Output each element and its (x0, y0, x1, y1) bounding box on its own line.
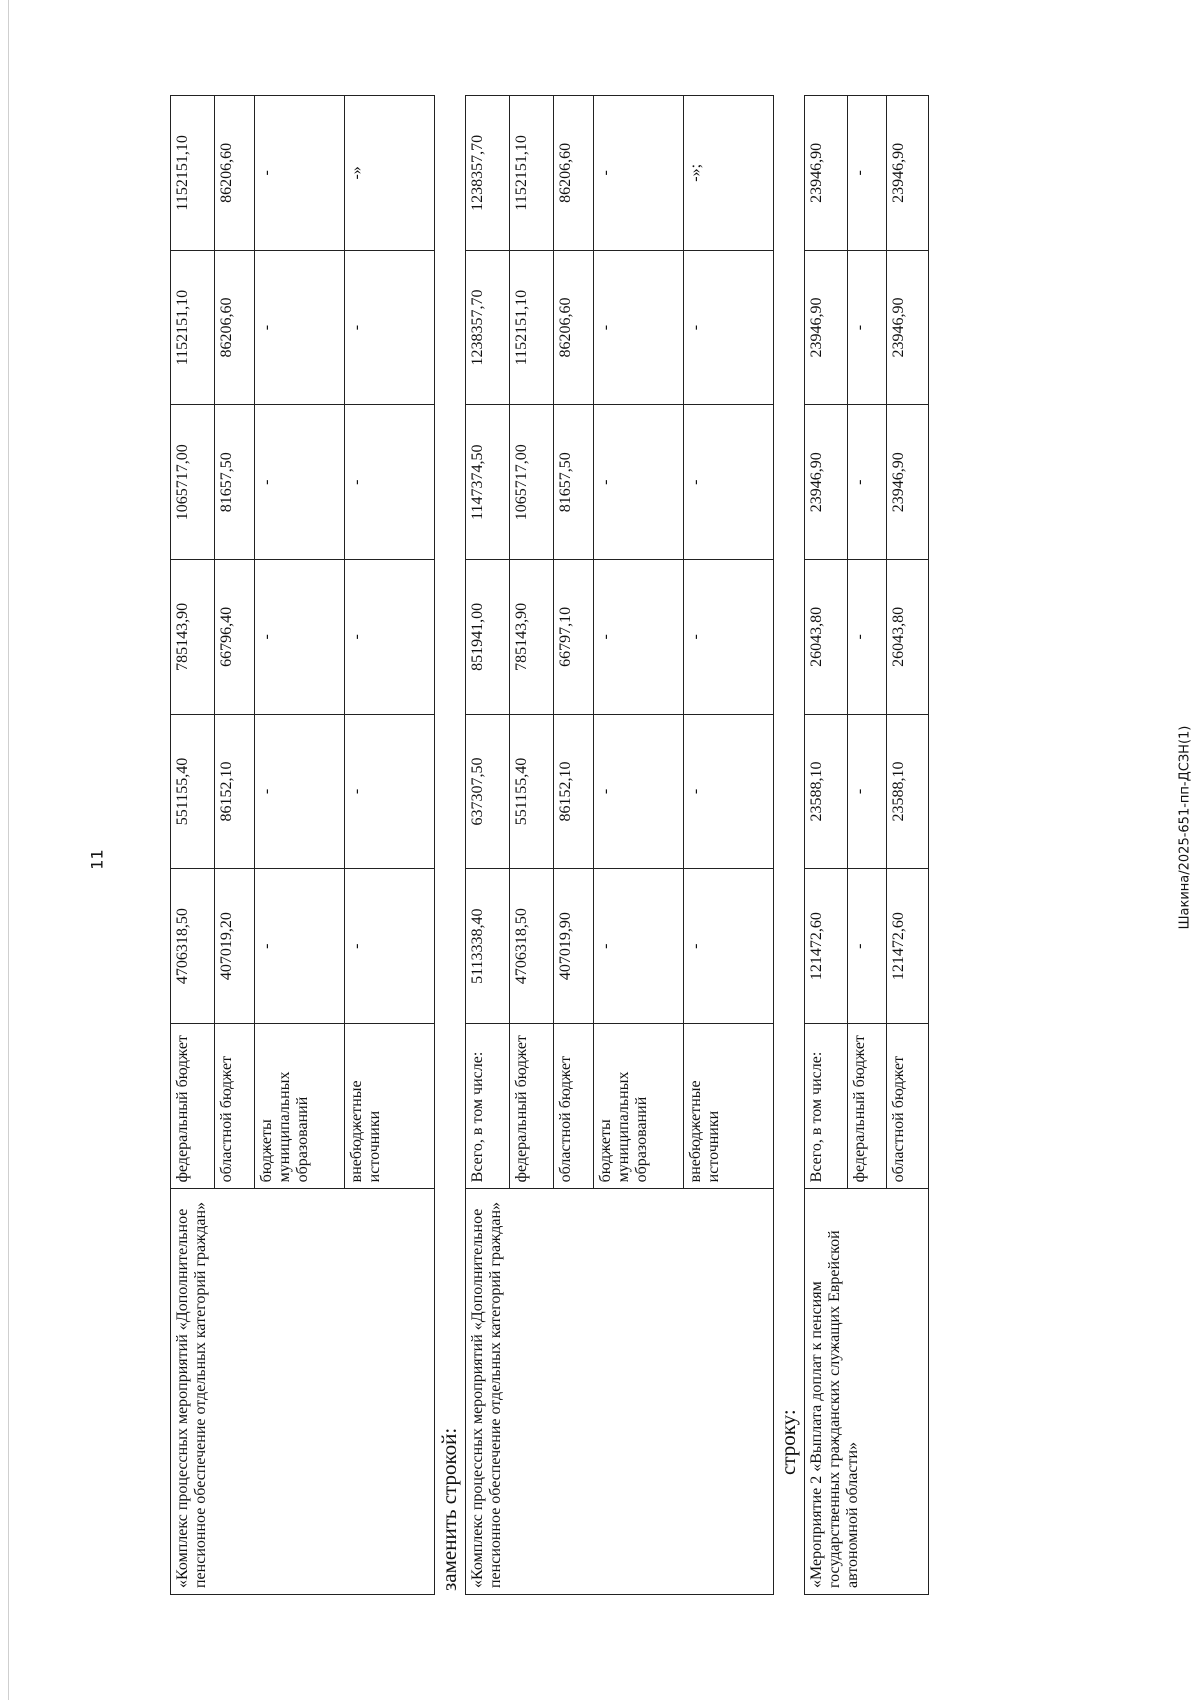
amount-cell-y4: 23946,90 (805, 250, 848, 405)
amount-cell-y1: 551155,40 (171, 714, 215, 869)
amount-cell-y2: - (594, 560, 684, 715)
funding-source-cell: бюджеты муниципальных образований (594, 1023, 684, 1188)
amount-cell-y1: 551155,40 (510, 714, 554, 869)
amount-cell-y2: - (848, 560, 887, 715)
budget-table-measure-2 (804, 95, 929, 1595)
funding-source-cell: Всего, в том числе: (805, 1023, 848, 1188)
amount-cell-y5: 23946,90 (887, 96, 929, 251)
funding-source-cell: федеральный бюджет (171, 1023, 215, 1188)
document-code: Шакина/2025-651-пп-ДСЗН(1) (1177, 725, 1193, 930)
amount-cell-total: 4706318,50 (510, 869, 554, 1024)
amount-cell-y4: 1152151,10 (171, 250, 215, 405)
amount-cell-total: 5113338,40 (466, 869, 510, 1024)
amount-cell-y5: - (594, 96, 684, 251)
amount-cell-y5: 1152151,10 (171, 96, 215, 251)
amount-cell-y3: 1147374,50 (466, 405, 510, 560)
amount-cell-y4: 1238357,70 (466, 250, 510, 405)
amount-cell-total: - (684, 869, 774, 1024)
amount-cell-y2: - (684, 560, 774, 715)
amount-cell-y2: - (255, 560, 345, 715)
row-label: строку: (776, 1409, 800, 1475)
amount-cell-y5: - (848, 96, 887, 251)
amount-cell-y5: - (255, 96, 345, 251)
funding-source-cell: внебюджетные источники (684, 1023, 774, 1188)
amount-cell-y1: 86152,10 (215, 714, 255, 869)
item-name-cell: «Мероприятие 2 «Выплата доплат к пенсиям государственных гражданских служащих Еврейской автономной области» (805, 1189, 929, 1595)
item-name-cell: «Комплекс процессных мероприятий «Дополнительное пенсионное обеспечение отдельных категорий граждан» (171, 1189, 435, 1595)
replace-with-label: заменить строкой: (437, 1427, 461, 1591)
amount-cell-total: 4706318,50 (171, 869, 215, 1024)
amount-cell-total: - (345, 869, 435, 1024)
amount-cell-y3: - (684, 405, 774, 560)
amount-cell-y3: 81657,50 (215, 405, 255, 560)
scan-edge-line (8, 0, 9, 1700)
amount-cell-y2: 851941,00 (466, 560, 510, 715)
funding-source-cell: Всего, в том числе: (466, 1023, 510, 1188)
amount-cell-y5: 86206,60 (215, 96, 255, 251)
funding-source-cell: федеральный бюджет (848, 1023, 887, 1188)
funding-source-cell: федеральный бюджет (510, 1023, 554, 1188)
table-row (805, 96, 848, 1595)
funding-source-cell: внебюджетные источники (345, 1023, 435, 1188)
table-row (466, 96, 510, 1595)
amount-cell-y4: 1152151,10 (510, 250, 554, 405)
amount-cell-total: 407019,90 (554, 869, 594, 1024)
amount-cell-y4: - (345, 250, 435, 405)
amount-cell-y2: 785143,90 (510, 560, 554, 715)
page-number: 11 (87, 849, 107, 870)
amount-cell-total: - (848, 869, 887, 1024)
amount-cell-y5: 86206,60 (554, 96, 594, 251)
amount-cell-y4: - (255, 250, 345, 405)
amount-cell-y3: - (345, 405, 435, 560)
budget-table-replacement (465, 95, 774, 1595)
amount-cell-y4: 86206,60 (554, 250, 594, 405)
amount-cell-y1: - (684, 714, 774, 869)
amount-cell-y4: - (684, 250, 774, 405)
amount-cell-y4: - (594, 250, 684, 405)
amount-cell-y2: 66796,40 (215, 560, 255, 715)
amount-cell-y1: 23588,10 (805, 714, 848, 869)
amount-cell-y5: -» (345, 96, 435, 251)
funding-source-cell: областной бюджет (554, 1023, 594, 1188)
amount-cell-y3: 23946,90 (805, 405, 848, 560)
amount-cell-y3: - (255, 405, 345, 560)
amount-cell-y1: 86152,10 (554, 714, 594, 869)
amount-cell-y2: 26043,80 (805, 560, 848, 715)
amount-cell-y4: 86206,60 (215, 250, 255, 405)
amount-cell-total: 407019,20 (215, 869, 255, 1024)
amount-cell-y3: - (594, 405, 684, 560)
amount-cell-total: 121472,60 (805, 869, 848, 1024)
amount-cell-y3: - (848, 405, 887, 560)
amount-cell-total: 121472,60 (887, 869, 929, 1024)
amount-cell-y1: 23588,10 (887, 714, 929, 869)
amount-cell-y1: - (255, 714, 345, 869)
amount-cell-y5: 1152151,10 (510, 96, 554, 251)
amount-cell-y2: 66797,10 (554, 560, 594, 715)
amount-cell-y5: 23946,90 (805, 96, 848, 251)
amount-cell-y3: 81657,50 (554, 405, 594, 560)
item-name-cell: «Комплекс процессных мероприятий «Дополнительное пенсионное обеспечение отдельных категорий граждан» (466, 1189, 774, 1595)
budget-table-original (170, 95, 435, 1595)
funding-source-cell: областной бюджет (215, 1023, 255, 1188)
funding-source-cell: бюджеты муниципальных образований (255, 1023, 345, 1188)
amount-cell-y3: 1065717,00 (171, 405, 215, 560)
amount-cell-total: - (255, 869, 345, 1024)
amount-cell-y1: - (345, 714, 435, 869)
amount-cell-y2: 785143,90 (171, 560, 215, 715)
amount-cell-y2: 26043,80 (887, 560, 929, 715)
rotated-content (170, 95, 929, 1595)
amount-cell-total: - (594, 869, 684, 1024)
table-row (171, 96, 215, 1595)
amount-cell-y3: 23946,90 (887, 405, 929, 560)
amount-cell-y4: - (848, 250, 887, 405)
amount-cell-y1: - (848, 714, 887, 869)
funding-source-cell: областной бюджет (887, 1023, 929, 1188)
amount-cell-y5: 1238357,70 (466, 96, 510, 251)
amount-cell-y4: 23946,90 (887, 250, 929, 405)
amount-cell-y1: - (594, 714, 684, 869)
amount-cell-y3: 1065717,00 (510, 405, 554, 560)
amount-cell-y1: 637307,50 (466, 714, 510, 869)
amount-cell-y5: -»; (684, 96, 774, 251)
amount-cell-y2: - (345, 560, 435, 715)
